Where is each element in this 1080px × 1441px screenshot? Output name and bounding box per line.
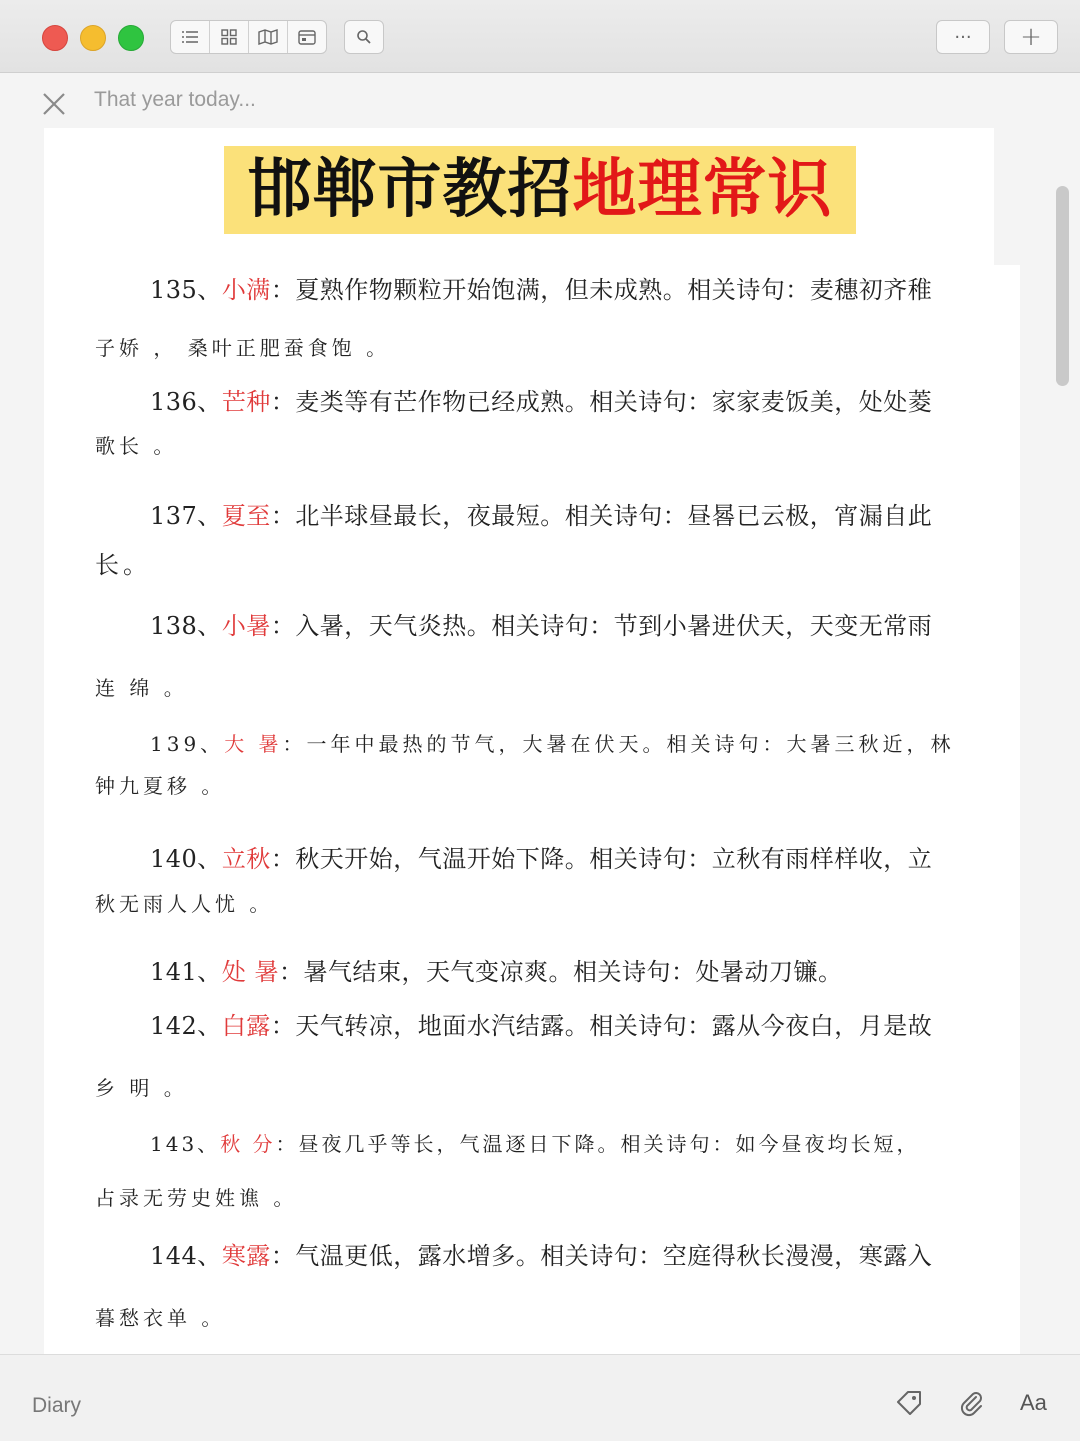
grid-view-button[interactable]	[210, 21, 249, 53]
heading-banner	[224, 146, 856, 234]
calendar-icon	[298, 29, 316, 45]
item-continuation: 占录无劳史姓谯 。	[95, 1186, 298, 1210]
zoom-window-button[interactable]	[118, 25, 144, 51]
paperclip-icon	[956, 1388, 986, 1418]
solar-term: 寒露	[221, 1242, 271, 1270]
view-switcher	[170, 20, 327, 54]
heading-part-2: 地理常识	[572, 152, 833, 227]
grid-icon	[221, 29, 237, 45]
close-entry-button[interactable]	[40, 90, 68, 118]
tag-icon	[894, 1388, 924, 1418]
search-button[interactable]	[344, 20, 384, 54]
minimize-window-button[interactable]	[80, 25, 106, 51]
solar-term: 立秋	[221, 845, 271, 873]
scrollbar-thumb[interactable]	[1056, 186, 1069, 386]
list-view-button[interactable]	[171, 21, 210, 53]
item-continuation: 连 绵 。	[95, 676, 188, 700]
item-first-line: 143、秋 分：昼夜几乎等长，气温逐日下降。相关诗句：如今昼夜均长短，	[150, 1132, 920, 1156]
item-first-line: 136、芒种：麦类等有芒作物已经成熟。相关诗句：家家麦饭美，处处菱	[150, 388, 933, 416]
text-format-button[interactable]: Aa	[1020, 1390, 1047, 1415]
tag-button[interactable]	[892, 1386, 926, 1420]
close-window-button[interactable]	[42, 25, 68, 51]
solar-term: 芒种	[221, 388, 271, 416]
journal-selector[interactable]: Diary	[32, 1394, 82, 1417]
solar-term: 秋 分	[220, 1132, 276, 1156]
item-continuation: 秋无雨人人忧 。	[95, 892, 274, 916]
solar-term: 小满	[221, 276, 271, 304]
item-first-line: 141、处 暑：暑气结束，天气变凉爽。相关诗句：处暑动刀镰。	[150, 958, 843, 986]
item-first-line: 137、夏至：北半球昼最长，夜最短。相关诗句：昼晷已云极，宵漏自此	[150, 502, 933, 530]
item-continuation: 钟九夏移 。	[95, 774, 226, 798]
more-icon: ···	[954, 26, 972, 48]
item-continuation: 歌长 。	[95, 434, 178, 458]
new-entry-button[interactable]	[1004, 20, 1058, 54]
solar-term: 白露	[221, 1012, 271, 1040]
item-first-line: 142、白露：天气转凉，地面水汽结露。相关诗句：露从今夜白，月是故	[150, 1012, 933, 1040]
more-options-button[interactable]	[936, 20, 990, 54]
solar-term: 大 暑	[224, 732, 283, 756]
item-first-line: 138、小暑：入暑，天气炎热。相关诗句：节到小暑进伏天，天变无常雨	[150, 612, 933, 640]
map-view-button[interactable]	[249, 21, 288, 53]
item-first-line: 139、大 暑：一年中最热的节气，大暑在伏天。相关诗句：大暑三秋近，林	[150, 732, 955, 756]
entry-title[interactable]: That year today...	[94, 88, 256, 111]
plus-icon: +	[1020, 22, 1042, 52]
list-icon	[181, 30, 199, 44]
title-bar	[0, 0, 1080, 73]
item-continuation: 长。	[95, 551, 151, 579]
map-icon	[258, 29, 278, 45]
solar-term: 小暑	[221, 612, 271, 640]
search-icon	[356, 29, 372, 45]
item-first-line: 135、小满：夏熟作物颗粒开始饱满，但未成熟。相关诗句：麦穗初齐稚	[150, 276, 933, 304]
item-continuation: 乡 明 。	[95, 1076, 188, 1100]
close-icon	[40, 90, 68, 118]
item-first-line: 140、立秋：秋天开始，气温开始下降。相关诗句：立秋有雨样样收，立	[150, 845, 933, 873]
attachment-button[interactable]	[954, 1386, 988, 1420]
item-continuation: 暮愁衣单 。	[95, 1306, 226, 1330]
heading-part-1: 邯郸市教招	[247, 152, 573, 227]
calendar-view-button[interactable]	[288, 21, 326, 53]
item-first-line: 144、寒露：气温更低，露水增多。相关诗句：空庭得秋长漫漫，寒露入	[150, 1242, 933, 1270]
solar-term: 夏至	[221, 502, 271, 530]
item-continuation: 子娇 ， 桑叶正肥蚕食饱 。	[95, 336, 391, 360]
solar-term: 处 暑	[221, 958, 279, 986]
